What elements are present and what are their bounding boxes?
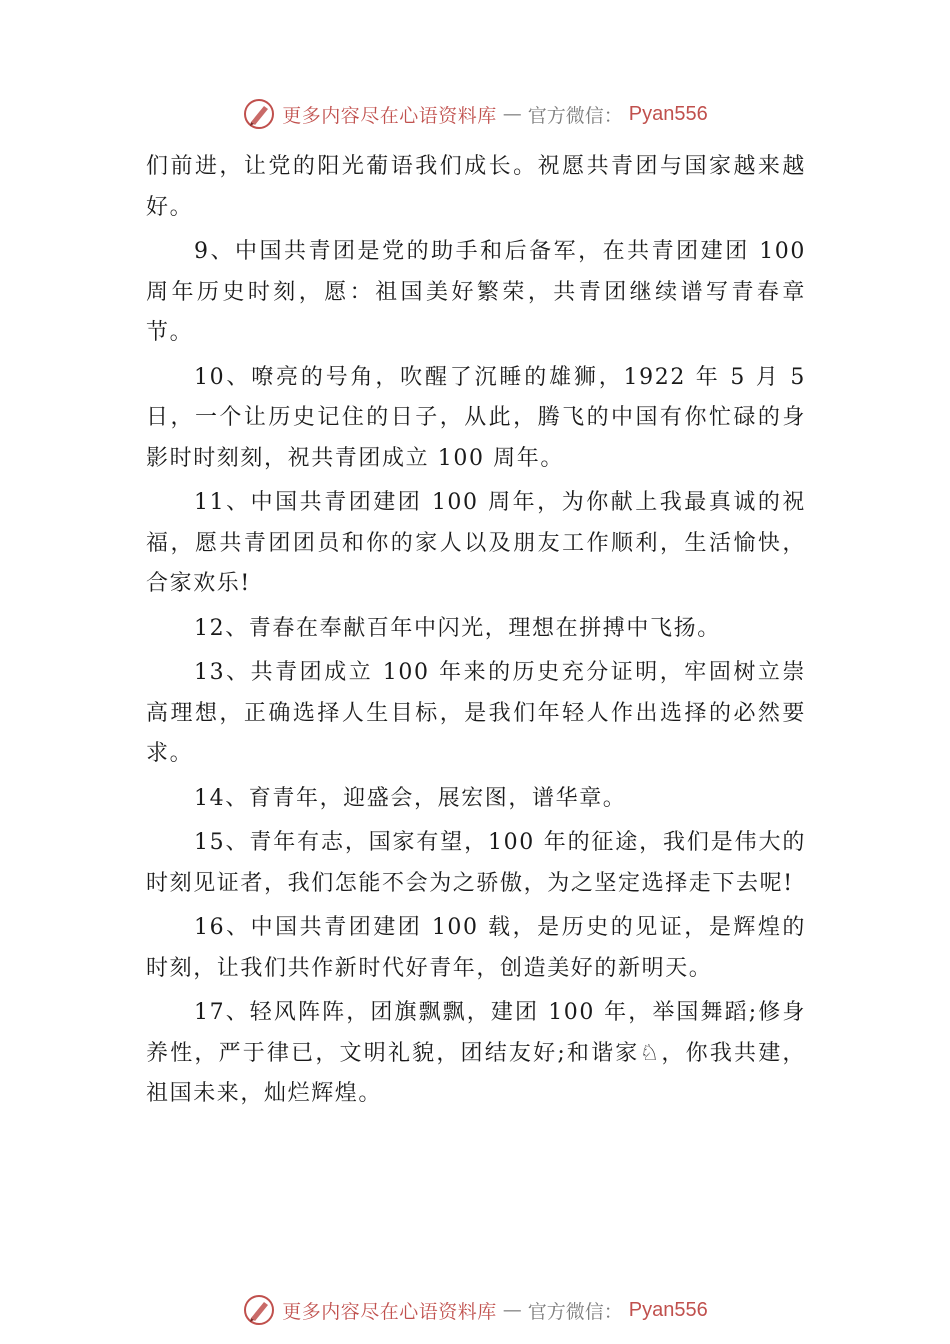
pen-logo-icon: [242, 1293, 276, 1327]
footer-banner: [0, 1290, 950, 1330]
banner-wechat-handle: Pyan556: [628, 1298, 708, 1321]
banner-separator: —: [502, 103, 522, 125]
banner-wechat-label: 官方微信：: [527, 1300, 623, 1323]
paragraph-9: 9、中国共青团是党的助手和后备军，在共青团建团 100 周年历史时刻，愿：祖国美好繁荣，共青团继续谱写青春章节。: [146, 239, 806, 345]
paragraph-10: 10、嘹亮的号角，吹醒了沉睡的雄狮，1922 年 5 月 5 日，一个让历史记住的日子，从此，腾飞的中国有你忙碌的身影时时刻刻，祝共青团成立 100 周年。: [146, 364, 806, 471]
paragraph-14: 14、育青年，迎盛会，展宏图，谱华章。: [194, 785, 627, 811]
pen-logo-icon: [242, 97, 276, 131]
banner-separator: —: [502, 1299, 522, 1321]
banner-wechat-handle: Pyan556: [628, 102, 708, 125]
paragraph-continuation: 们前进，让党的阳光葡语我们成长。祝愿共青团与国家越来越好。: [146, 154, 806, 220]
document-body: [146, 147, 806, 1119]
paragraph-16: 16、中国共青团建团 100 载，是历史的见证，是辉煌的时刻，让我们共作新时代好青年，创造美好的新明天。: [146, 915, 806, 981]
paragraph-17: 17、轻风阵阵，团旗飘飘，建团 100 年，举国舞蹈;修身养性，严于律已，文明礼貌，团结友好;和谐家♘，你我共建，祖国未来，灿烂辉煌。: [146, 1000, 806, 1106]
banner-title: 更多内容尽在心语资料库: [282, 1300, 497, 1323]
paragraph-11: 11、中国共青团建团 100 周年，为你献上我最真诚的祝福，愿共青团团员和你的家人以及朋友工作顺利，生活愉快，合家欢乐!: [146, 490, 806, 596]
paragraph-12: 12、青春在奉献百年中闪光，理想在拼搏中飞扬。: [194, 615, 721, 641]
header-banner: [0, 94, 950, 134]
banner-title: 更多内容尽在心语资料库: [282, 104, 497, 127]
paragraph-15: 15、青年有志，国家有望，100 年的征途，我们是伟大的时刻见证者，我们怎能不会为之骄傲，为之坚定选择走下去呢!: [146, 830, 806, 896]
banner-wechat-label: 官方微信：: [527, 104, 623, 127]
paragraph-13: 13、共青团成立 100 年来的历史充分证明，牢固树立崇高理想，正确选择人生目标，是我们年轻人作出选择的必然要求。: [146, 660, 806, 766]
